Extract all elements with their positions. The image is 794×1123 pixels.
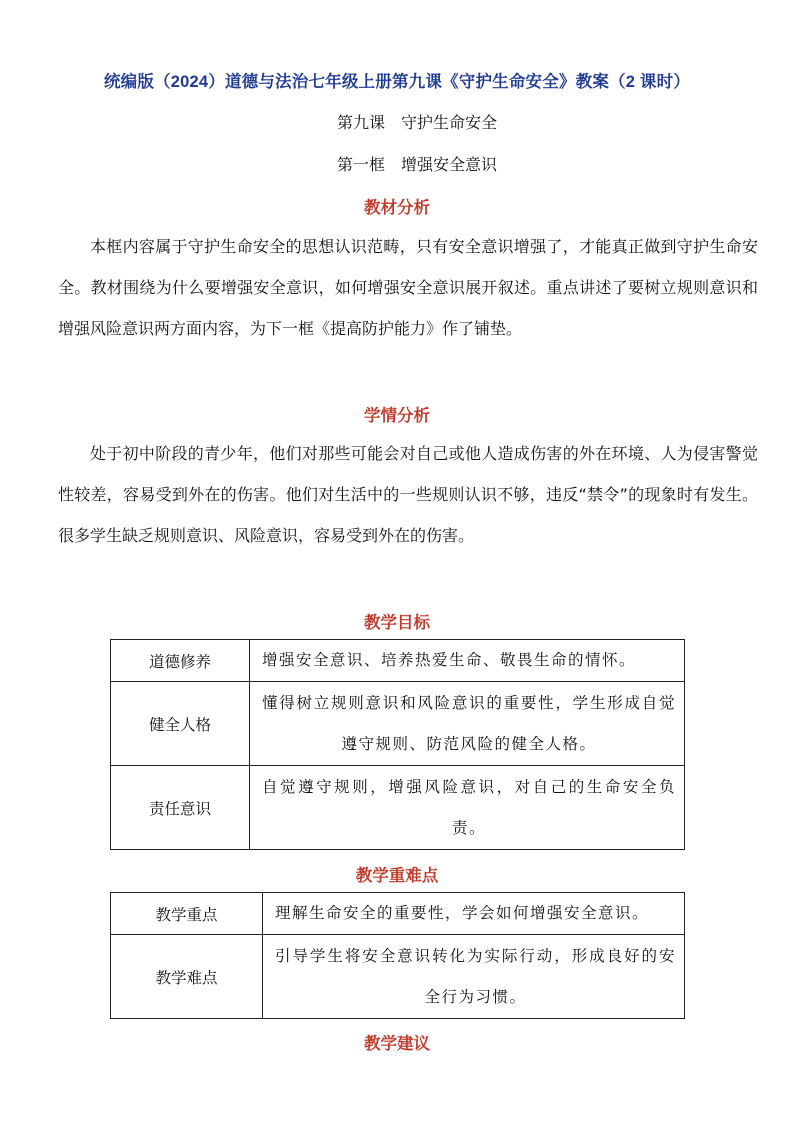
table-row [111,682,685,766]
suggestions-heading: 教学建议 [364,1034,430,1053]
objective-content: 懂得树立规则意识和风险意识的重要性，学生形成自觉遵守规则、防范风险的健全人格。 [250,682,685,766]
objective-label: 道德修养 [111,640,250,682]
key-point-label: 教学重点 [111,893,263,935]
table-row [111,766,685,850]
lesson-title: 第九课 守护生命安全 [336,113,497,132]
textbook-analysis-body: 本框内容属于守护生命安全的思想认识范畴，只有安全意识增强了，才能真正做到守护生命安全。教材围绕为什么要增强安全意识，如何增强安全意识展开叙述。重点讲述了要树立规则意识和增强风险意识两方面内容，为下一框《提高防护能力》作了铺垫。 [58,237,758,338]
table-row [111,935,685,1019]
key-points-heading: 教学重难点 [355,866,439,885]
key-points-table [110,892,685,1019]
student-analysis-heading: 学情分析 [364,406,430,425]
key-point-content: 引导学生将安全意识转化为实际行动，形成良好的安全行为习惯。 [263,935,685,1019]
key-point-content: 理解生命安全的重要性，学会如何增强安全意识。 [263,893,685,935]
objective-content: 自觉遵守规则，增强风险意识，对自己的生命安全负责。 [250,766,685,850]
objective-label: 责任意识 [111,766,250,850]
objectives-table [110,639,685,850]
objectives-heading: 教学目标 [364,613,430,632]
table-row [111,640,685,682]
frame-title: 第一框 增强安全意识 [336,155,497,174]
table-row [111,893,685,935]
objective-content: 增强安全意识、培养热爱生命、敬畏生命的情怀。 [250,640,685,682]
textbook-analysis-heading: 教材分析 [364,198,430,217]
student-analysis-body: 处于初中阶段的青少年，他们对那些可能会对自己或他人造成伤害的外在环境、人为侵害警觉性较差，容易受到外在的伤害。他们对生活中的一些规则认识不够，违反“禁令”的现象时有发生。很多学生缺乏规则意识、风险意识，容易受到外在的伤害。 [58,444,758,545]
objective-label: 健全人格 [111,682,250,766]
key-point-label: 教学难点 [111,935,263,1019]
document-title: 统编版（2024）道德与法治七年级上册第九课《守护生命安全》教案（2 课时） [103,73,691,91]
